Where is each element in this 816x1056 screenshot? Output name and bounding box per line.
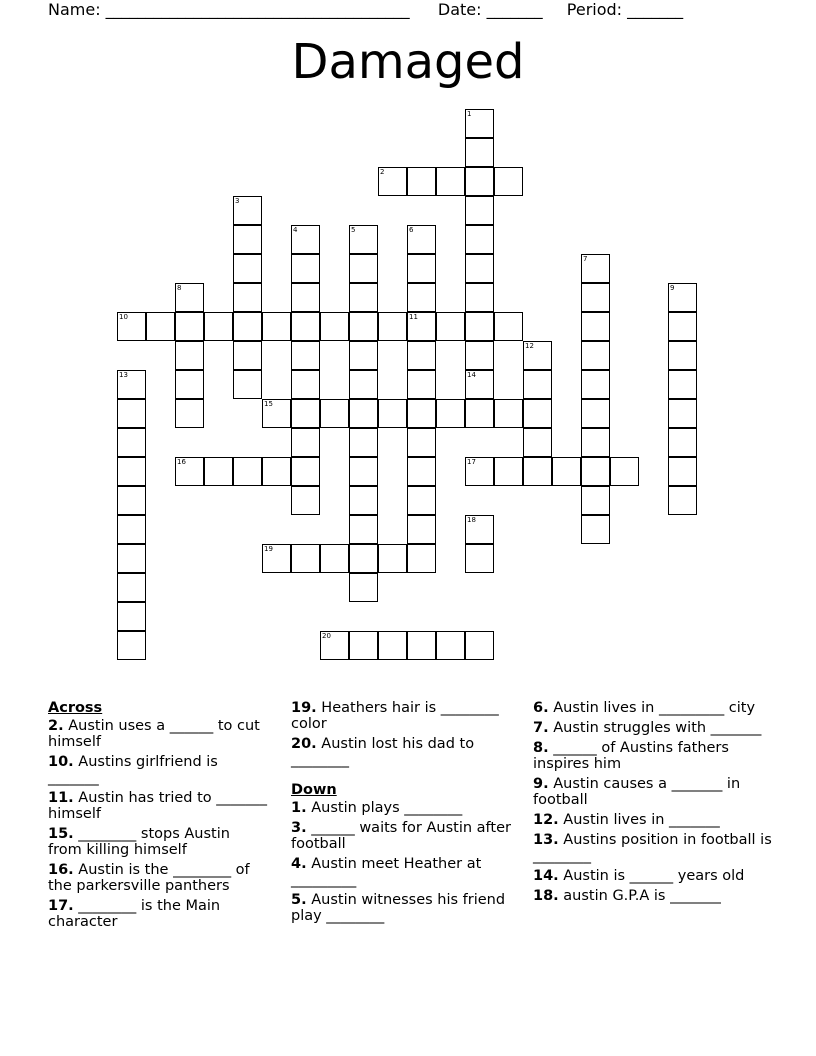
clue-down-3: 3. ______ waits for Austin after football bbox=[291, 820, 511, 852]
grid-cell[interactable] bbox=[291, 312, 320, 341]
grid-cell[interactable] bbox=[233, 341, 262, 370]
grid-cell[interactable] bbox=[436, 631, 465, 660]
cell-number: 4 bbox=[293, 226, 298, 234]
grid-cell[interactable] bbox=[320, 631, 349, 660]
clue-down-6: 6. Austin lives in _________ city bbox=[533, 700, 756, 716]
grid-cell[interactable] bbox=[494, 399, 523, 428]
grid-cell[interactable] bbox=[465, 109, 494, 138]
grid-cell[interactable] bbox=[581, 312, 610, 341]
grid-cell[interactable] bbox=[668, 428, 697, 457]
grid-cell[interactable] bbox=[117, 544, 146, 573]
grid-cell[interactable] bbox=[668, 283, 697, 312]
grid-cell[interactable] bbox=[117, 457, 146, 486]
grid-cell[interactable] bbox=[233, 457, 262, 486]
grid-cell[interactable] bbox=[407, 631, 436, 660]
grid-cell[interactable] bbox=[523, 428, 552, 457]
grid-cell[interactable] bbox=[523, 399, 552, 428]
clue-across-19: 19. Heathers hair is ________ color bbox=[291, 700, 499, 732]
period-field-label: Period: _______ bbox=[566, 0, 684, 19]
grid-cell[interactable] bbox=[233, 196, 262, 225]
cell-number: 10 bbox=[119, 313, 128, 321]
clue-down-8: 8. ______ of Austins fathers inspires him bbox=[533, 740, 729, 772]
grid-cell[interactable] bbox=[349, 573, 378, 602]
clue-across-15: 15. ________ stops Austin from killing himself bbox=[48, 826, 230, 858]
grid-cell[interactable] bbox=[233, 254, 262, 283]
grid-cell[interactable] bbox=[117, 515, 146, 544]
grid-cell[interactable] bbox=[465, 399, 494, 428]
grid-cell[interactable] bbox=[668, 312, 697, 341]
grid-cell[interactable] bbox=[465, 544, 494, 573]
grid-cell[interactable] bbox=[349, 225, 378, 254]
grid-cell[interactable] bbox=[465, 312, 494, 341]
grid-cell[interactable] bbox=[291, 370, 320, 399]
grid-cell[interactable] bbox=[378, 167, 407, 196]
grid-cell[interactable] bbox=[436, 167, 465, 196]
grid-cell[interactable] bbox=[581, 428, 610, 457]
grid-cell[interactable] bbox=[407, 457, 436, 486]
grid-cell[interactable] bbox=[465, 138, 494, 167]
grid-cell[interactable] bbox=[523, 341, 552, 370]
grid-cell[interactable] bbox=[204, 457, 233, 486]
grid-cell[interactable] bbox=[465, 515, 494, 544]
grid-cell[interactable] bbox=[349, 631, 378, 660]
grid-cell[interactable] bbox=[233, 283, 262, 312]
clue-down-12: 12. Austin lives in _______ bbox=[533, 812, 720, 828]
grid-cell[interactable] bbox=[668, 486, 697, 515]
cell-number: 15 bbox=[264, 400, 273, 408]
grid-cell[interactable] bbox=[407, 515, 436, 544]
grid-cell[interactable] bbox=[378, 399, 407, 428]
grid-cell[interactable] bbox=[407, 428, 436, 457]
grid-cell[interactable] bbox=[581, 457, 610, 486]
grid-cell[interactable] bbox=[581, 515, 610, 544]
grid-cell[interactable] bbox=[494, 312, 523, 341]
grid-cell[interactable] bbox=[117, 602, 146, 631]
grid-cell[interactable] bbox=[465, 457, 494, 486]
grid-cell[interactable] bbox=[465, 341, 494, 370]
clue-across-17: 17. ________ is the Main character bbox=[48, 898, 221, 930]
grid-cell[interactable] bbox=[175, 457, 204, 486]
clue-across-2: 2. Austin uses a ______ to cut himself bbox=[48, 718, 260, 750]
grid-cell[interactable] bbox=[291, 486, 320, 515]
cell-number: 14 bbox=[467, 371, 476, 379]
grid-cell[interactable] bbox=[407, 283, 436, 312]
grid-cell[interactable] bbox=[436, 312, 465, 341]
grid-cell[interactable] bbox=[581, 399, 610, 428]
grid-cell[interactable] bbox=[407, 167, 436, 196]
grid-cell[interactable] bbox=[262, 399, 291, 428]
grid-cell[interactable] bbox=[117, 486, 146, 515]
grid-cell[interactable] bbox=[291, 225, 320, 254]
grid-cell[interactable] bbox=[407, 486, 436, 515]
grid-cell[interactable] bbox=[552, 457, 581, 486]
grid-cell[interactable] bbox=[291, 544, 320, 573]
grid-cell[interactable] bbox=[407, 399, 436, 428]
clue-across-16: 16. Austin is the ________ of the parkersville panthers bbox=[48, 862, 250, 894]
grid-cell[interactable] bbox=[320, 399, 349, 428]
grid-cell[interactable] bbox=[407, 341, 436, 370]
grid-cell[interactable] bbox=[523, 457, 552, 486]
grid-cell[interactable] bbox=[262, 544, 291, 573]
grid-cell[interactable] bbox=[320, 544, 349, 573]
clue-down-4: 4. Austin meet Heather at _________ bbox=[291, 856, 482, 888]
grid-cell[interactable] bbox=[291, 254, 320, 283]
cell-number: 13 bbox=[119, 371, 128, 379]
name-field-label: Name: ______________________________________ bbox=[48, 0, 410, 19]
grid-cell[interactable] bbox=[494, 457, 523, 486]
grid-cell[interactable] bbox=[581, 486, 610, 515]
grid-cell[interactable] bbox=[581, 254, 610, 283]
grid-cell[interactable] bbox=[117, 428, 146, 457]
puzzle-title: Damaged bbox=[291, 34, 525, 90]
grid-cell[interactable] bbox=[378, 312, 407, 341]
cell-number: 1 bbox=[467, 110, 472, 118]
clue-down-1: 1. Austin plays ________ bbox=[291, 800, 463, 816]
grid-cell[interactable] bbox=[465, 254, 494, 283]
grid-cell[interactable] bbox=[204, 312, 233, 341]
grid-cell[interactable] bbox=[117, 399, 146, 428]
grid-cell[interactable] bbox=[349, 457, 378, 486]
clue-across-11: 11. Austin has tried to _______ himself bbox=[48, 790, 268, 822]
grid-cell[interactable] bbox=[465, 370, 494, 399]
cell-number: 16 bbox=[177, 458, 186, 466]
grid-cell[interactable] bbox=[175, 370, 204, 399]
cell-number: 11 bbox=[409, 313, 418, 321]
across-heading: Across bbox=[48, 700, 103, 716]
grid-cell[interactable] bbox=[378, 544, 407, 573]
grid-cell[interactable] bbox=[175, 399, 204, 428]
cell-number: 19 bbox=[264, 545, 273, 553]
grid-cell[interactable] bbox=[233, 225, 262, 254]
clue-down-18: 18. austin G.P.A is _______ bbox=[533, 888, 721, 904]
cell-number: 12 bbox=[525, 342, 534, 350]
grid-cell[interactable] bbox=[610, 457, 639, 486]
grid-cell[interactable] bbox=[175, 341, 204, 370]
grid-cell[interactable] bbox=[233, 312, 262, 341]
grid-cell[interactable] bbox=[668, 399, 697, 428]
grid-cell[interactable] bbox=[581, 341, 610, 370]
grid-cell[interactable] bbox=[465, 283, 494, 312]
grid-cell[interactable] bbox=[117, 370, 146, 399]
grid-cell[interactable] bbox=[407, 544, 436, 573]
grid-cell[interactable] bbox=[349, 544, 378, 573]
grid-cell[interactable] bbox=[320, 312, 349, 341]
clue-down-14: 14. Austin is ______ years old bbox=[533, 868, 745, 884]
clue-down-9: 9. Austin causes a _______ in football bbox=[533, 776, 741, 808]
grid-cell[interactable] bbox=[349, 283, 378, 312]
grid-cell[interactable] bbox=[668, 457, 697, 486]
grid-cell[interactable] bbox=[349, 254, 378, 283]
grid-cell[interactable] bbox=[465, 225, 494, 254]
grid-cell[interactable] bbox=[407, 225, 436, 254]
grid-cell[interactable] bbox=[436, 399, 465, 428]
grid-cell[interactable] bbox=[233, 370, 262, 399]
grid-cell[interactable] bbox=[465, 631, 494, 660]
grid-cell[interactable] bbox=[146, 312, 175, 341]
grid-cell[interactable] bbox=[581, 283, 610, 312]
clue-across-10: 10. Austins girlfriend is _______ bbox=[48, 754, 218, 786]
grid-cell[interactable] bbox=[407, 312, 436, 341]
grid-cell[interactable] bbox=[668, 370, 697, 399]
grid-cell[interactable] bbox=[465, 167, 494, 196]
cell-number: 7 bbox=[583, 255, 588, 263]
grid-cell[interactable] bbox=[349, 341, 378, 370]
cell-number: 2 bbox=[380, 168, 385, 176]
clue-across-20: 20. Austin lost his dad to ________ bbox=[291, 736, 475, 768]
grid-cell[interactable] bbox=[117, 573, 146, 602]
grid-cell[interactable] bbox=[349, 486, 378, 515]
cell-number: 17 bbox=[467, 458, 476, 466]
grid-cell[interactable] bbox=[349, 428, 378, 457]
cell-number: 5 bbox=[351, 226, 356, 234]
grid-cell[interactable] bbox=[291, 283, 320, 312]
down-heading: Down bbox=[291, 782, 337, 798]
grid-cell[interactable] bbox=[117, 631, 146, 660]
grid-cell[interactable] bbox=[175, 283, 204, 312]
grid-cell[interactable] bbox=[407, 254, 436, 283]
grid-cell[interactable] bbox=[262, 312, 291, 341]
cell-number: 20 bbox=[322, 632, 331, 640]
clues-column-1 bbox=[48, 700, 268, 934]
clues-column-3 bbox=[533, 700, 773, 908]
cell-number: 3 bbox=[235, 197, 240, 205]
grid-cell[interactable] bbox=[117, 312, 146, 341]
date-field-label: Date: _______ bbox=[437, 0, 543, 19]
clues-column-2 bbox=[291, 700, 519, 928]
grid-cell[interactable] bbox=[581, 370, 610, 399]
cell-number: 6 bbox=[409, 226, 414, 234]
grid-cell[interactable] bbox=[291, 457, 320, 486]
grid-cell[interactable] bbox=[349, 370, 378, 399]
clue-down-13: 13. Austins position in football is ________ bbox=[533, 832, 772, 864]
grid-cell[interactable] bbox=[349, 515, 378, 544]
grid-cell[interactable] bbox=[494, 167, 523, 196]
grid-cell[interactable] bbox=[262, 457, 291, 486]
clue-down-5: 5. Austin witnesses his friend play ________ bbox=[291, 892, 506, 924]
grid-cell[interactable] bbox=[291, 341, 320, 370]
grid-cell[interactable] bbox=[465, 196, 494, 225]
cell-number: 9 bbox=[670, 284, 675, 292]
grid-cell[interactable] bbox=[668, 341, 697, 370]
grid-cell[interactable] bbox=[291, 399, 320, 428]
cell-number: 8 bbox=[177, 284, 182, 292]
grid-cell[interactable] bbox=[349, 312, 378, 341]
cell-number: 18 bbox=[467, 516, 476, 524]
clue-down-7: 7. Austin struggles with _______ bbox=[533, 720, 762, 736]
grid-cell[interactable] bbox=[378, 631, 407, 660]
grid-cell[interactable] bbox=[349, 399, 378, 428]
grid-cell[interactable] bbox=[407, 370, 436, 399]
grid-cell[interactable] bbox=[291, 428, 320, 457]
grid-cell[interactable] bbox=[175, 312, 204, 341]
grid-cell[interactable] bbox=[523, 370, 552, 399]
